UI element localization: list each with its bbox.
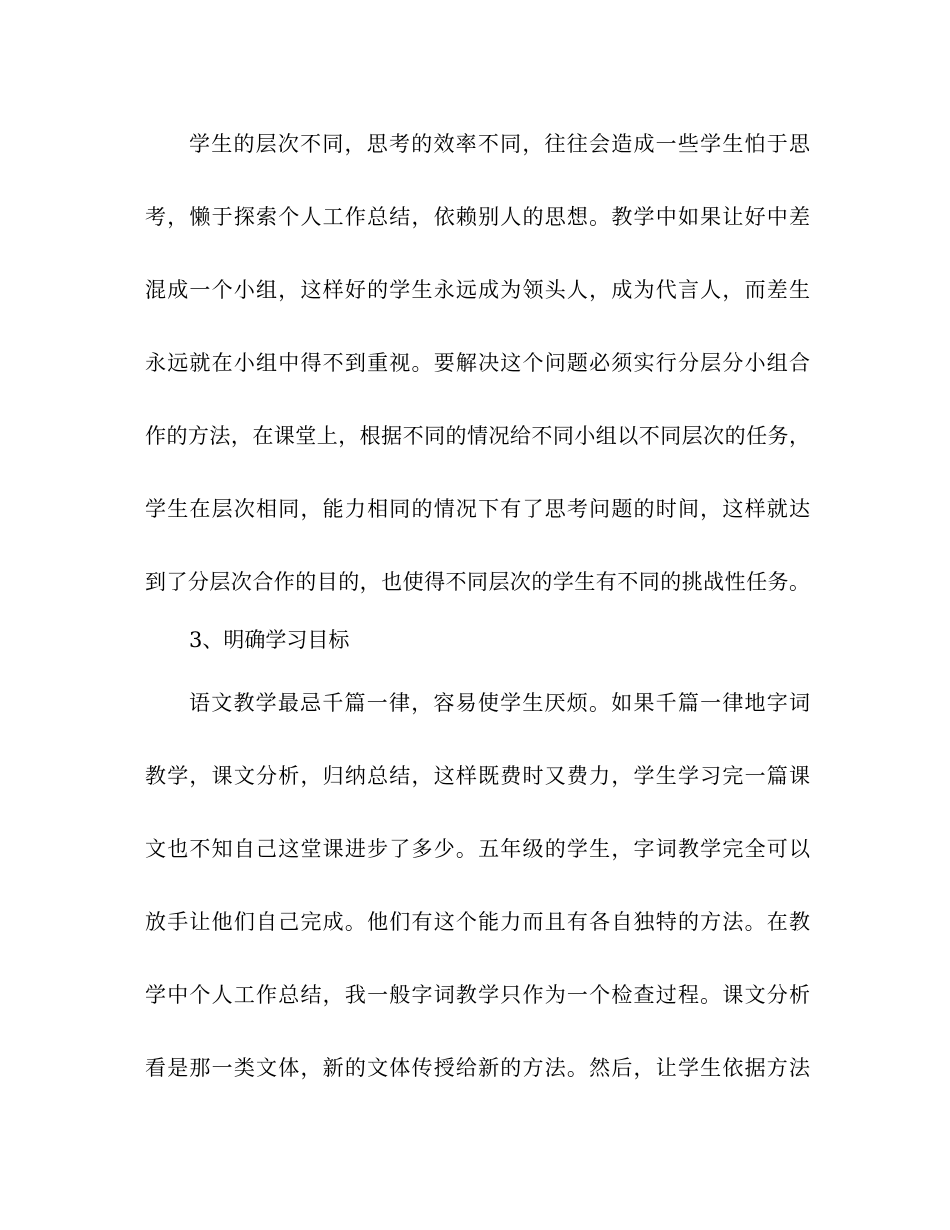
paragraph-2-line-5: 学中个人工作总结，我一般字词教学只作为一个检查过程。课文分析 xyxy=(145,983,810,1007)
paragraph-2-line-3: 文也不知自己这堂课进步了多少。五年级的学生，字词教学完全可以 xyxy=(145,837,810,861)
paragraph-1-line-1: 学生的层次不同，思考的效率不同，往往会造成一些学生怕于思 xyxy=(189,132,810,156)
paragraph-2-line-6: 看是那一类文体，新的文体传授给新的方法。然后，让学生依据方法 xyxy=(145,1056,810,1080)
paragraph-2-line-1: 语文教学最忌千篇一律，容易使学生厌烦。如果千篇一律地字词 xyxy=(189,691,810,715)
paragraph-1-line-5: 作的方法，在课堂上，根据不同的情况给不同小组以不同层次的任务， xyxy=(145,424,810,448)
paragraph-2-line-4: 放手让他们自己完成。他们有这个能力而且有各自独特的方法。在教 xyxy=(145,910,810,934)
paragraph-1-line-2: 考，懒于探索个人工作总结，依赖别人的思想。教学中如果让好中差 xyxy=(145,205,810,229)
paragraph-1-line-7: 到了分层次合作的目的，也使得不同层次的学生有不同的挑战性任务。 xyxy=(145,570,810,594)
section-heading: 3、明确学习目标 xyxy=(189,628,350,652)
paragraph-1-line-6: 学生在层次相同，能力相同的情况下有了思考问题的时间，这样就达 xyxy=(145,497,810,521)
paragraph-1-line-4: 永远就在小组中得不到重视。要解决这个问题必须实行分层分小组合 xyxy=(145,351,810,375)
paragraph-2-line-2: 教学，课文分析，归纳总结，这样既费时又费力，学生学习完一篇课 xyxy=(145,764,810,788)
paragraph-1-line-3: 混成一个小组，这样好的学生永远成为领头人，成为代言人，而差生 xyxy=(145,278,810,302)
